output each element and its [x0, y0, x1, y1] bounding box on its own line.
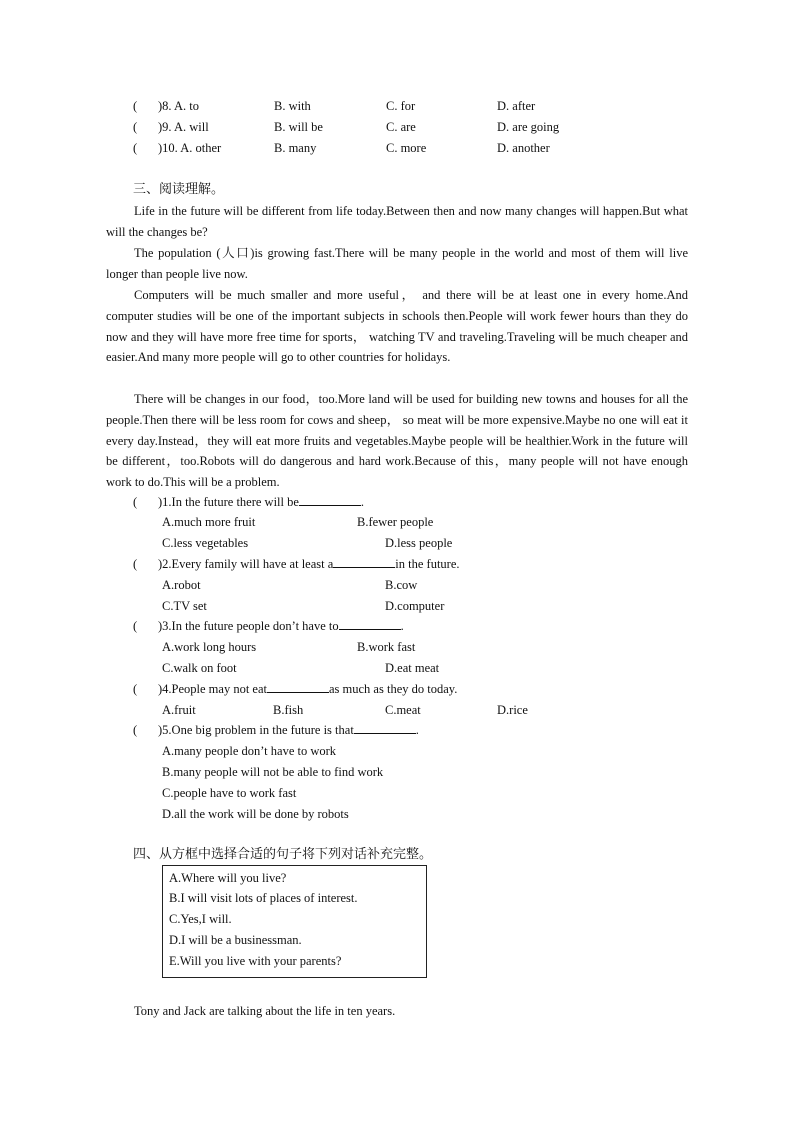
answer-blank[interactable]: [299, 494, 361, 506]
option-c: C.walk on foot: [162, 661, 237, 675]
answer-paren: (: [133, 723, 138, 737]
option-d: D.eat meat: [385, 661, 440, 675]
box-item-a: A.Where will you live?: [169, 871, 287, 885]
reading-paragraph-3: Computers will be much smaller and more useful， and there will be at least one in every home.And computer studies will be one of the important subjects in schools then.People will work fewer hours than they do now and they will have more free time for sports， watching TV and traveling.Traveling will be much cheaper and easier.And many more people will go to other countries for holidays.: [106, 288, 688, 365]
option-a: A.much more fruit: [162, 515, 256, 529]
box-item-b: B.I will visit lots of places of interest.: [169, 891, 358, 905]
question-stem: )2.Every family will have at least a in the future.: [158, 557, 460, 571]
option-b: B.many people will not be able to find work: [162, 765, 384, 779]
option-d: D. after: [497, 99, 536, 113]
reading-question-1: [0, 494, 794, 510]
cloze-question-10: [0, 140, 794, 156]
question-2-options-cd: [0, 598, 794, 614]
option-a: A.many people don’t have to work: [162, 744, 337, 758]
answer-paren: (: [133, 99, 138, 113]
option-d: D.computer: [385, 599, 445, 613]
option-a: A.fruit: [162, 703, 196, 717]
section-3-heading: 三、阅读理解。: [133, 182, 225, 197]
question-2-options-ab: [0, 577, 794, 593]
answer-blank[interactable]: [333, 556, 395, 568]
option-c: C. for: [386, 99, 416, 113]
option-b: B. with: [274, 99, 311, 113]
option-a: )9. A. will: [158, 120, 209, 134]
section-4-heading: 四、从方框中选择合适的句子将下列对话补充完整。: [133, 847, 433, 862]
answer-paren: (: [133, 557, 138, 571]
option-c: C. more: [386, 141, 427, 155]
box-item-d: D.I will be a businessman.: [169, 933, 302, 947]
question-stem: )4.People may not eat as much as they do today.: [158, 682, 458, 696]
cloze-question-8: [0, 98, 794, 114]
reading-paragraph-2: The population (人口)is growing fast.There will be many people in the world and most of them will live longer than people live now.: [106, 246, 688, 281]
question-4-options: [0, 702, 794, 718]
reading-question-2: [0, 556, 794, 572]
answer-blank[interactable]: [267, 681, 329, 693]
question-3-options-ab: [0, 639, 794, 655]
option-c: C.TV set: [162, 599, 207, 613]
option-d: D. are going: [497, 120, 560, 134]
question-1-options-cd: [0, 535, 794, 551]
reading-question-5: [0, 722, 794, 738]
answer-blank[interactable]: [339, 618, 401, 630]
option-c: C.people have to work fast: [162, 786, 297, 800]
reading-paragraph-1: Life in the future will be different from life today.Between then and now many changes will happen.But what will the changes be?: [106, 204, 688, 239]
option-b: B.fewer people: [357, 515, 434, 529]
dialogue-intro: Tony and Jack are talking about the life in ten years.: [134, 1004, 396, 1018]
answer-paren: (: [133, 120, 138, 134]
question-1-options-ab: [0, 514, 794, 530]
option-b: B.fish: [273, 703, 304, 717]
option-a: A.work long hours: [162, 640, 257, 654]
option-b: B.cow: [385, 578, 418, 592]
answer-paren: (: [133, 495, 138, 509]
answer-paren: (: [133, 619, 138, 633]
question-stem: )3.In the future people don’t have to .: [158, 619, 404, 633]
option-b: B. many: [274, 141, 317, 155]
option-d: D. another: [497, 141, 550, 155]
option-b: B.work fast: [357, 640, 416, 654]
cloze-question-9: [0, 119, 794, 135]
option-b: B. will be: [274, 120, 323, 134]
option-c: C. are: [386, 120, 416, 134]
answer-blank[interactable]: [354, 722, 416, 734]
reading-question-3: [0, 618, 794, 634]
option-d: D.less people: [385, 536, 453, 550]
reading-paragraph-4: There will be changes in our food，too.More land will be used for building new towns and houses for all the people.Then there will be less room for cows and sheep， so meat will be more expensive.Maybe no one will eat it every day.Instead，they will eat more fruits and vegetables.Maybe people will be healthier.Work in the future will be different，too.Robots will do dangerous and hard work.Because of this，many people will not have enough work to do.This will be a problem.: [106, 392, 688, 490]
box-item-e: E.Will you live with your parents?: [169, 954, 342, 968]
option-d: D.rice: [497, 703, 528, 717]
reading-question-4: [0, 681, 794, 697]
option-d: D.all the work will be done by robots: [162, 807, 349, 821]
option-c: C.less vegetables: [162, 536, 249, 550]
box-item-c: C.Yes,I will.: [169, 912, 232, 926]
option-a: )10. A. other: [158, 141, 222, 155]
option-c: C.meat: [385, 703, 421, 717]
answer-paren: (: [133, 141, 138, 155]
option-a: A.robot: [162, 578, 201, 592]
question-stem: )1.In the future there will be .: [158, 495, 365, 509]
option-a: )8. A. to: [158, 99, 199, 113]
answer-paren: (: [133, 682, 138, 696]
question-stem: )5.One big problem in the future is that .: [158, 723, 419, 737]
sentence-choice-box: [162, 865, 427, 978]
question-3-options-cd: [0, 660, 794, 676]
